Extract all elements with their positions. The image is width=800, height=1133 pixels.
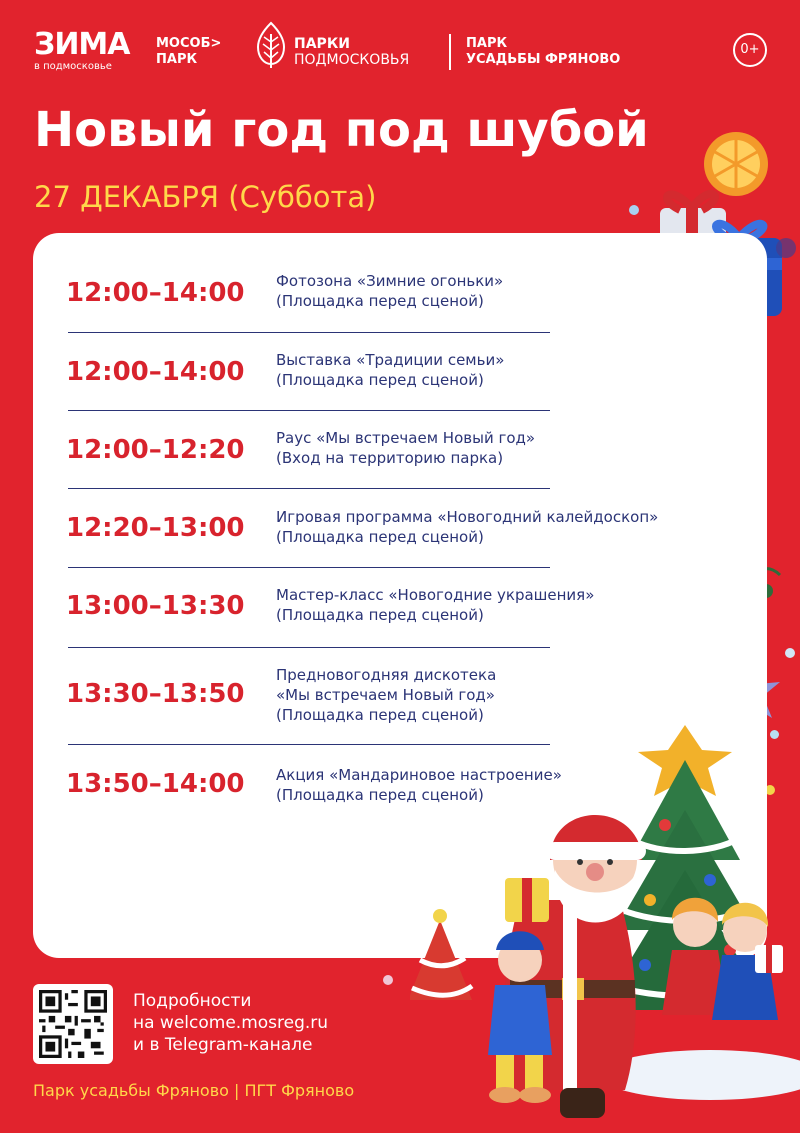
santa-and-tree-illustration bbox=[410, 710, 800, 1133]
schedule-description bbox=[276, 271, 503, 311]
mosoblpark-logo bbox=[156, 36, 221, 68]
schedule-description-line: (Площадка перед сценой) bbox=[276, 528, 484, 546]
qr-code[interactable] bbox=[33, 984, 113, 1064]
schedule-description-line: Выставка «Традиции семьи» bbox=[276, 351, 505, 369]
schedule-description bbox=[276, 585, 594, 625]
schedule-separator bbox=[68, 488, 550, 489]
schedule-description-line: (Площадка перед сценой) bbox=[276, 706, 484, 724]
schedule-description-line: Раус «Мы встречаем Новый год» bbox=[276, 429, 536, 447]
schedule-description bbox=[276, 350, 504, 390]
parks-podmoskovya-logo bbox=[294, 36, 409, 68]
schedule-description-line: (Площадка перед сценой) bbox=[276, 371, 484, 389]
qr-code-pattern bbox=[39, 990, 107, 1058]
schedule-description-line: Фотозона «Зимние огоньки» bbox=[276, 272, 504, 290]
schedule-description-line: (Площадка перед сценой) bbox=[276, 292, 484, 310]
schedule-separator bbox=[68, 567, 550, 568]
park-name-line1: ПАРК bbox=[466, 36, 508, 51]
confetti-dot bbox=[383, 975, 393, 985]
more-info-text bbox=[133, 990, 328, 1056]
footer-location: Парк усадьбы Фряново | ПГТ Фряново bbox=[33, 1081, 355, 1100]
schedule-time: 12:00–14:00 bbox=[66, 278, 245, 308]
schedule-description-line: Акция «Мандариновое настроение» bbox=[276, 766, 562, 784]
schedule-time: 12:00–14:00 bbox=[66, 357, 245, 387]
header-divider bbox=[449, 34, 451, 70]
schedule-time: 13:00–13:30 bbox=[66, 591, 245, 621]
confetti-dot bbox=[629, 205, 639, 215]
zima-logo-title: ЗИМА bbox=[34, 27, 130, 62]
park-name-logo bbox=[466, 36, 620, 68]
schedule-description-line: (Вход на территорию парка) bbox=[276, 449, 504, 467]
schedule-separator bbox=[68, 410, 550, 411]
tree-icon bbox=[254, 20, 288, 70]
info-line: Подробности bbox=[133, 991, 252, 1011]
schedule-separator bbox=[68, 647, 550, 648]
park-name-line2: УСАДЬБЫ ФРЯНОВО bbox=[466, 52, 621, 67]
parks-line1: ПАРКИ bbox=[294, 36, 350, 52]
schedule-description-line: (Площадка перед сценой) bbox=[276, 786, 484, 804]
info-line: и в Telegram-канале bbox=[133, 1035, 313, 1055]
schedule-description-line: Мастер-класс «Новогодние украшения» bbox=[276, 586, 595, 604]
schedule-description-line: Игровая программа «Новогодний калейдоскоп» bbox=[276, 508, 659, 526]
schedule-time: 13:50–14:00 bbox=[66, 769, 245, 799]
parks-line2: ПОДМОСКОВЬЯ bbox=[294, 52, 410, 68]
age-rating-badge: 0+ bbox=[733, 33, 767, 67]
mosoblpark-line2: ПАРК bbox=[156, 52, 198, 67]
schedule-time: 13:30–13:50 bbox=[66, 679, 245, 709]
schedule-description bbox=[276, 507, 658, 547]
schedule-description-line: Предновогодняя дискотека bbox=[276, 666, 497, 684]
schedule-description-line: «Мы встречаем Новый год» bbox=[276, 686, 495, 704]
schedule-description-line: (Площадка перед сценой) bbox=[276, 606, 484, 624]
schedule-time: 12:20–13:00 bbox=[66, 513, 245, 543]
mosoblpark-line1: МОСОБ> bbox=[156, 36, 222, 51]
event-date: 27 ДЕКАБРЯ (Суббота) bbox=[34, 180, 377, 214]
zima-logo-subtitle: в подмосковье bbox=[34, 61, 112, 72]
event-title: Новый год под шубой bbox=[34, 102, 649, 158]
info-link-line: на welcome.mosreg.ru bbox=[133, 1013, 329, 1033]
schedule-time: 12:00–12:20 bbox=[66, 435, 245, 465]
confetti-dot bbox=[785, 648, 795, 658]
schedule-description bbox=[276, 428, 535, 468]
schedule-separator bbox=[68, 332, 550, 333]
